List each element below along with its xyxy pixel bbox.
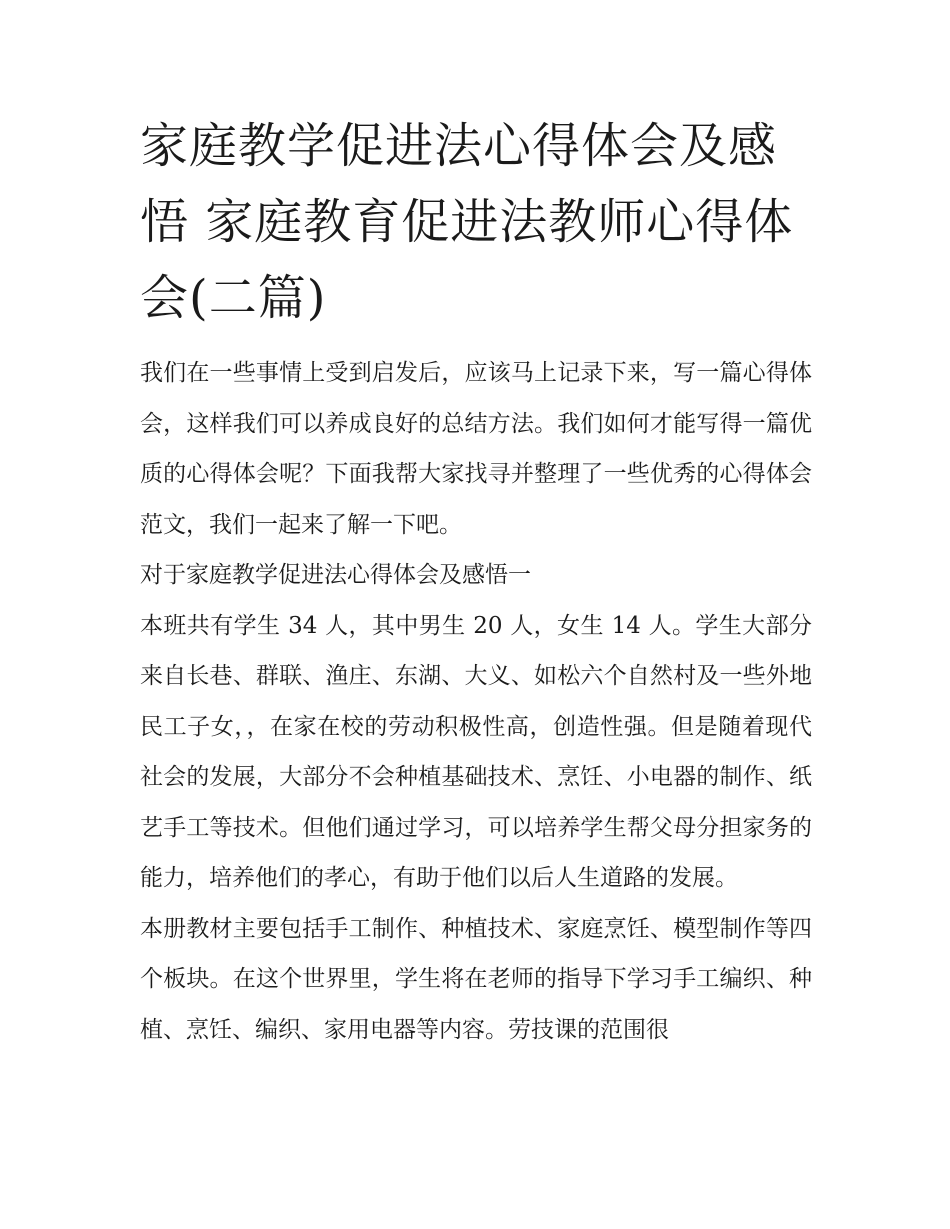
intro-paragraph: 我们在一些事情上受到启发后，应该马上记录下来，写一篇心得体会，这样我们可以养成良好的总结方法。我们如何才能写得一篇优质的心得体会呢？下面我帮大家找寻并整理了一些优秀的心得体会范文，我们一起来了解一下吧。 [140, 360, 812, 538]
document-title: 家庭教学促进法心得体会及感悟 家庭教育促进法教师心得体会(二篇) [140, 118, 794, 326]
document-page [140, 108, 812, 1055]
body-paragraph-1: 本班共有学生 34 人，其中男生 20 人，女生 14 人。学生大部分来自长巷、群联、渔庄、东湖、大义、如松六个自然村及一些外地民工子女，，在家在校的劳动积极性高，创造性强。但是随着现代社会的发展，大部分不会种植基础技术、烹饪、小电器的制作、纸艺手工等技术。但他们通过学习，可以培养学生帮父母分担家务的能力，培养他们的孝心，有助于他们以后人生道路的发展。 [140, 612, 812, 891]
section-heading: 对于家庭教学促进法心得体会及感悟一 [140, 562, 531, 588]
body-paragraph-2: 本册教材主要包括手工制作、种植技术、家庭烹饪、模型制作等四个板块。在这个世界里，学生将在老师的指导下学习手工编织、种植、烹饪、编织、家用电器等内容。劳技课的范围很 [140, 915, 812, 1043]
